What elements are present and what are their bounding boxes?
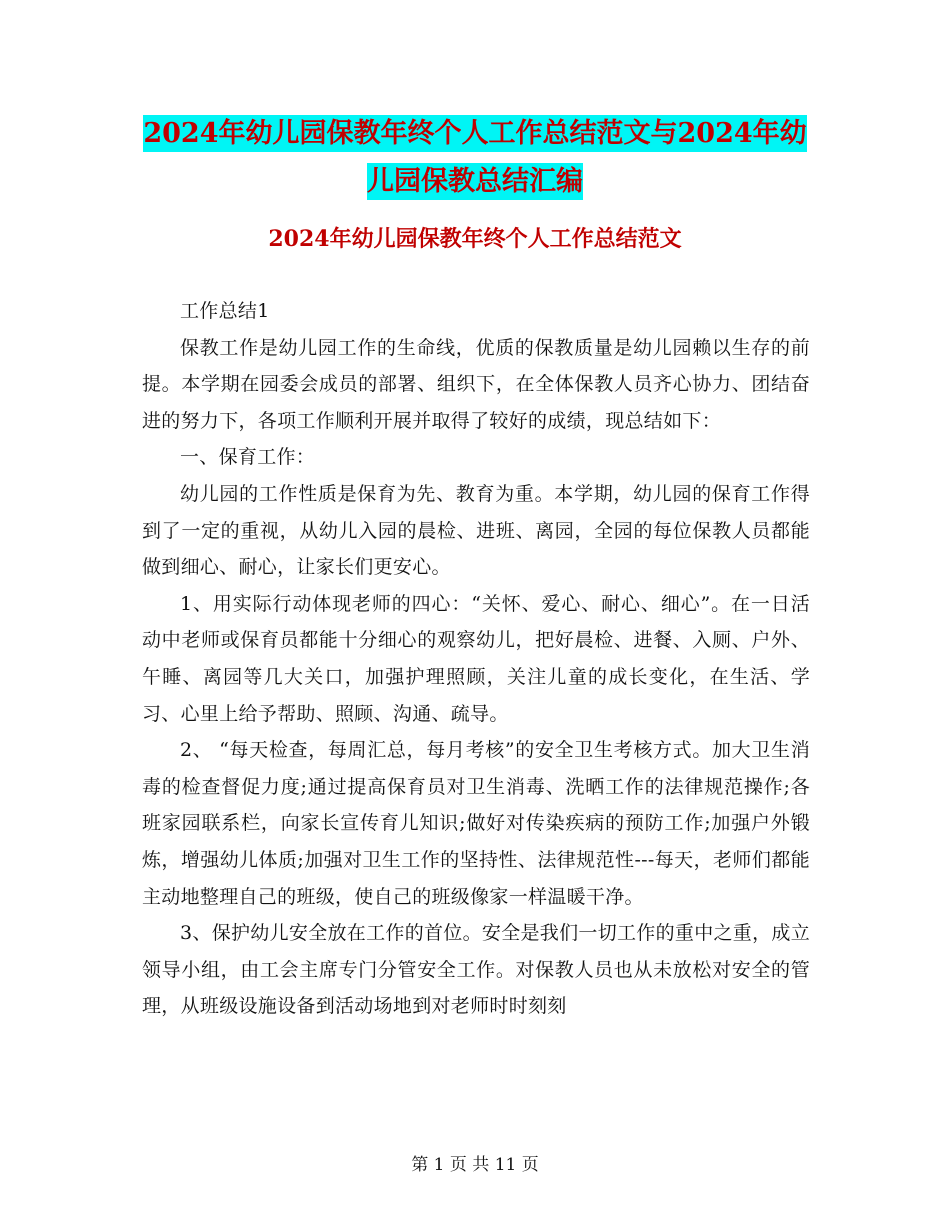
section-subtitle: 2024年幼儿园保教年终个人工作总结范文 <box>268 226 682 252</box>
paragraph-care-nature: 幼儿园的工作性质是保育为先、教育为重。本学期，幼儿园的保育工作得到了一定的重视，从幼儿入园的晨检、进班、离园，全园的每位保教人员都能做到细心、耐心，让家长们更安心。 <box>142 482 810 579</box>
document-main-title <box>140 110 810 206</box>
paragraph-heading-care-work: 一、保育工作： <box>180 446 316 469</box>
paragraph-item-3: 3、保护幼儿安全放在工作的首位。安全是我们一切工作的重中之重，成立领导小组，由工会主席专门分管安全工作。对保教人员也从未放松对安全的管理，从班级设施设备到活动场地到对老师时时刻刻 <box>142 922 810 1018</box>
paragraph-work-summary-label: 工作总结1 <box>180 300 270 322</box>
paragraph-intro: 保教工作是幼儿园工作的生命线，优质的保教质量是幼儿园赖以生存的前提。本学期在园委会成员的部署、组织下，在全体保教人员齐心协力、团结奋进的努力下，各项工作顺利开展并取得了较好的成绩，现总结如下： <box>142 336 810 432</box>
document-body <box>142 293 810 1025</box>
main-title-highlight: 2024年幼儿园保教年终个人工作总结范文与2024年幼儿园保教总结汇编 <box>143 115 806 200</box>
paragraph-item-2: 2、 “每天检查，每周汇总，每月考核”的安全卫生考核方式。加大卫生消毒的检查督促力度;通过提高保育员对卫生消毒、洗晒工作的法律规范操作;各班家园联系栏，向家长宣传育儿知识;做好对传染疾病的预防工作;加强户外锻炼，增强幼儿体质;加强对卫生工作的坚持性、法律规范性---每天，老师们都能主动地整理自己的班级，使自己的班级像家一样温暖干净。 <box>142 739 810 908</box>
paragraph-item-1: 1、用实际行动体现老师的四心：“关怀、爱心、耐心、细心”。在一日活动中老师或保育员都能十分细心的观察幼儿，把好晨检、进餐、入厕、户外、午睡、离园等几大关口，加强护理照顾，关注儿童的成长变化，在生活、学习、心里上给予帮助、照顾、沟通、疏导。 <box>142 592 810 725</box>
page-footer: 第 1 页 共 11 页 <box>411 1155 539 1175</box>
